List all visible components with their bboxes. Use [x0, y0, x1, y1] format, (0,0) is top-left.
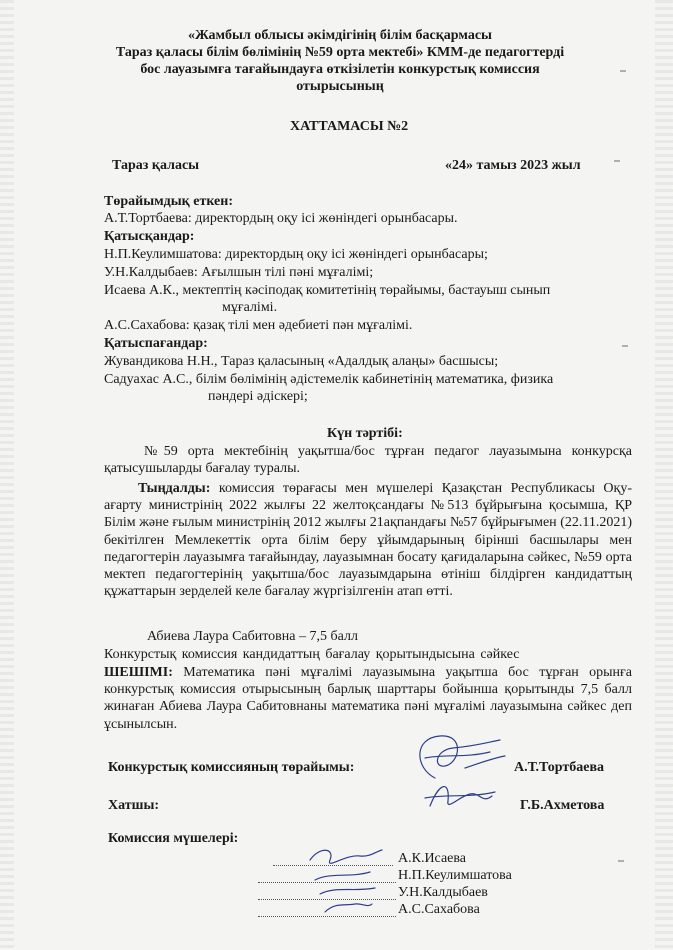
scan-mark	[622, 345, 628, 347]
decision-paragraph	[104, 664, 632, 733]
conclusion-line: Конкурстық комиссия кандидаттың бағалау қорытындысына сәйкес	[104, 647, 520, 662]
document-title: ХАТТАМАСЫ №2	[290, 119, 409, 134]
secretary-signature	[420, 776, 500, 816]
scan-mark	[618, 860, 624, 862]
participant-line: Исаева А.К., мектептің кәсіподақ комитетінің төрайымы, бастауыш сынып	[104, 283, 551, 298]
date: «24» тамыз 2023 жыл	[445, 158, 581, 173]
scan-mark	[620, 70, 626, 72]
secretary-label: Хатшы:	[108, 798, 160, 813]
scan-edge-left	[0, 0, 14, 950]
heard-text: комиссия төрағасы мен мүшелері Қазақстан Республикасы Оқу-ағарту министрінің 2022 жылғы 22 желтоқсандағы №513 бұйрығына қосымша, ҚР Білім және ғылым министрінің 2012 жылғы 21ақпандағы №57 бұйрығымен (22.11.2021) бекітілген Мемлекеттік орта білім беру ұйымдарының бірінші басшылары мен педагогтерін лауазымға тағайындау, лауазымнан босату қағидаларына сәйкес, №59 орта мектеп педагогтерінің уақытша/бос лауазымдарына өтініш білдірген кандидаттың құжаттарын зерделей келе бағалау жүргізілгенін атап өтті.	[104, 481, 633, 600]
decision-label: ШЕШІМІ:	[104, 665, 173, 680]
agenda-text: №59 орта мектебінің уақытша/бос тұрған педагог лауазымына конкурсқа қатысушыларды бағалау туралы.	[104, 444, 632, 477]
absent-label: Қатыспағандар:	[104, 336, 208, 351]
member-name: Н.П.Кеулимшатова	[398, 868, 512, 883]
heard-paragraph	[104, 480, 632, 600]
decision-text: Математика пәні мұғалімі лауазымына уақытша бос тұрған орынға конкурстық комиссия отырысының барлық шарттары бойынша қорытынды 7,5 балл жинаған Абиева Лаура Сабитовнаны математика пәні мұғалімі лауазымына сәйкес деп ұсынылсын.	[104, 665, 632, 732]
members-label: Комиссия мүшелері:	[108, 831, 239, 846]
place: Тараз қаласы	[112, 158, 200, 173]
heard-label: Тыңдалды:	[138, 481, 211, 496]
participant-line: Н.П.Кеулимшатова: директордың оқу ісі жөніндегі орынбасары;	[104, 247, 488, 262]
member-name: У.Н.Калдыбаев	[398, 885, 488, 900]
chair-text: А.Т.Тортбаева: директордың оқу ісі жөніндегі орынбасары.	[104, 211, 458, 226]
member-name: А.К.Исаева	[398, 851, 467, 866]
scan-edge-right	[655, 0, 673, 950]
chair-signature-label: Конкурстық комиссияның төрайымы:	[108, 760, 355, 775]
header-line-1: «Жамбыл облысы әкімдігінің білім басқармасы	[188, 28, 492, 43]
member-signatures	[300, 842, 390, 922]
participant-line: А.С.Сахабова: қазақ тілі мен әдебиеті пән мұғалімі.	[104, 318, 413, 333]
secretary-name: Г.Б.Ахметова	[520, 798, 605, 813]
member-name: А.С.Сахабова	[398, 902, 480, 917]
scan-mark	[614, 160, 620, 162]
agenda-title: Күн тәртібі:	[327, 426, 403, 441]
absent-line: Жувандикова Н.Н., Тараз қаласының «Адалдық алаңы» басшысы;	[104, 354, 499, 369]
absent-line: Садуахас А.С., білім бөлімінің әдістемелік кабинетінің математика, физика	[104, 372, 554, 387]
participants-label: Қатысқандар:	[104, 229, 195, 244]
participant-line: У.Н.Калдыбаев: Ағылшын тілі пәні мұғалімі;	[104, 265, 374, 280]
chair-label: Төрайымдық еткен:	[104, 194, 233, 209]
candidate-score: Абиева Лаура Сабитовна – 7,5 балл	[147, 629, 358, 644]
header-line-4: отырысының	[296, 79, 384, 94]
header-line-2: Тараз қаласы білім бөлімінің №59 орта мектебі» КММ-де педагогтерді	[115, 45, 565, 60]
participant-line: мұғалімі.	[222, 300, 278, 315]
header-line-3: бос лауазымға тағайындауға өткізілетін конкурстық комиссия	[140, 62, 540, 77]
absent-line: пәндері әдіскері;	[208, 389, 308, 404]
chair-signature-name: А.Т.Тортбаева	[514, 760, 605, 775]
